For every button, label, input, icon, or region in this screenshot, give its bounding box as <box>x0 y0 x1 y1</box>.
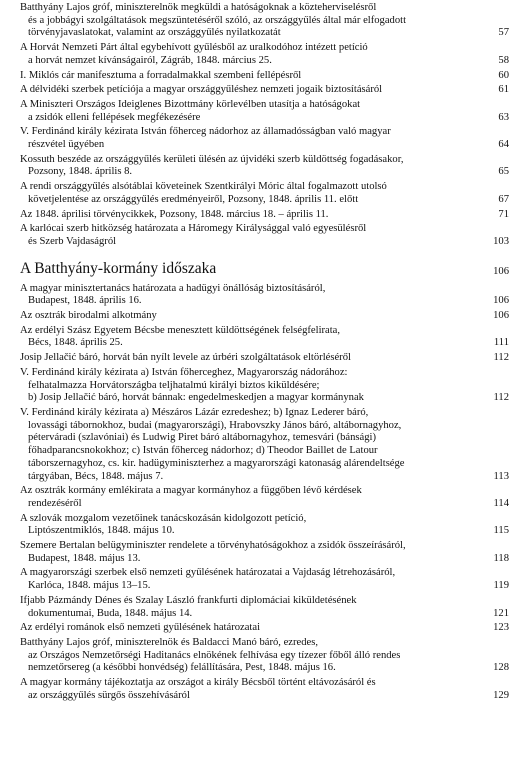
toc-entry-title-line: A magyar minisztertanács határozata a hadügyi önállóság biztosításáról, <box>20 282 326 294</box>
toc-entry-title-line: Budapest, 1848. május 13. <box>28 552 141 564</box>
toc-entry <box>20 350 509 365</box>
toc-entry <box>20 207 509 222</box>
toc-entry-page-number: 111 <box>493 337 509 349</box>
toc-entry-page-number: 112 <box>493 392 509 404</box>
toc-entry-page-number: 118 <box>493 552 509 564</box>
toc-entry-title-line: Az 1848. áprilisi törvénycikkek, Pozsony, 1848. március 18. – április 11. <box>20 208 329 220</box>
toc-entry-title <box>20 540 487 565</box>
toc-entry-page-number: 123 <box>493 622 509 634</box>
toc-entry <box>20 675 509 702</box>
toc-entry-title-line: A karlócai szerb hitközség határozata a Háromegy Királysággal való egyesülésről <box>20 223 367 235</box>
toc-entry-title-line: A Horvát Nemzeti Párt által egybehívott gyűlésből az uralkodóhoz intézett petíció <box>20 42 368 54</box>
toc-entry <box>20 281 509 308</box>
toc-entry-title-line: Az osztrák kormány emlékirata a magyar kormányhoz a függőben lévő kérdések <box>20 485 362 497</box>
toc-entry <box>20 40 509 67</box>
toc-entry-title-line: Bécs, 1848. április 25. <box>28 337 123 349</box>
toc-entry-title-line: az országgyűlés sürgős összehívásáról <box>28 689 190 701</box>
toc-entry-title <box>20 2 487 40</box>
section-title: A Batthyány-kormány időszaka <box>20 259 217 277</box>
toc-entry-page-number: 71 <box>498 208 509 220</box>
toc-entry-title <box>20 283 487 308</box>
section-heading <box>20 259 509 279</box>
toc-entry-title <box>20 407 487 483</box>
toc-entry-page-number: 57 <box>498 27 509 39</box>
toc-entry-page-number: 67 <box>498 193 509 205</box>
toc-entry-title-line: Az erdélyi Szász Egyetem Bécsbe menesztett küldöttségének felségfelirata, <box>20 324 341 336</box>
toc-entry-title-line: törvényjavaslatokat, valamint az országgyűlés nyilatkozatát <box>28 27 281 39</box>
toc-entry-title-line: Liptószentmiklós, 1848. május 10. <box>28 525 175 537</box>
toc-entry-page-number: 129 <box>493 689 509 701</box>
toc-entry-page-number: 119 <box>493 580 509 592</box>
toc-entry <box>20 323 509 350</box>
toc-entry <box>20 538 509 565</box>
toc-entry-title-line: V. Ferdinánd király kézirata István főherceg nádorhoz az államadósságban való magyar <box>20 126 391 138</box>
toc-entry <box>20 68 509 83</box>
toc-entry-page-number: 121 <box>493 607 509 619</box>
toc-entry-title <box>20 513 487 538</box>
toc-entry <box>20 620 509 635</box>
toc-entry-title-line: táborszernagyhoz, cs. kir. hadügyminiszterhez a magyarországi katonaság alárendeltsége <box>28 457 405 469</box>
toc-entry-title-line: a horvát nemzet kívánságairól, Zágráb, 1848. március 25. <box>28 54 272 66</box>
toc-entry-page-number: 65 <box>498 166 509 178</box>
toc-entry-title-line: Batthyány Lajos gróf, miniszterelnök és Baldacci Manó báró, ezredes, <box>20 636 318 648</box>
toc-entry-title-line: Kossuth beszéde az országgyűlés kerületi ülésén az újvidéki szerb küldöttség fogadásakor, <box>20 153 404 165</box>
toc-entry <box>20 221 509 248</box>
toc-entry <box>20 152 509 179</box>
toc-entry-title <box>20 325 487 350</box>
toc-entry-title <box>20 485 487 510</box>
toc-entry-title-line: A rendi országgyűlés alsótáblai követeinek Szentkirályi Móric által fogalmazott utolsó <box>20 181 387 193</box>
toc-entry-title-line: lovassági tábornokhoz, budai (magyarországi), Hrabovszky János báró, altábornagyhoz, <box>28 419 402 431</box>
toc-entry-title-line: főhadparancsnokokhoz; c) István főherceg nádorhoz; d) Theodor Baillet de Latour <box>28 445 378 457</box>
toc-entry-title <box>20 637 487 675</box>
toc-entry-title-line: V. Ferdinánd király kézirata a) István főherceghez, Magyarország nádorához: <box>20 366 348 378</box>
toc-entry <box>20 124 509 151</box>
table-of-contents-page <box>20 0 509 702</box>
toc-entry-title-line: Budapest, 1848. április 16. <box>28 295 142 307</box>
toc-entry <box>20 0 509 40</box>
toc-entry <box>20 308 509 323</box>
toc-entry-title-line: b) Josip Jellačić báró, horvát bánnak: engedelmeskedjen a magyar kormánynak <box>28 392 364 404</box>
toc-entry-page-number: 60 <box>498 69 509 81</box>
toc-entry-title-line: és Szerb Vajdaságról <box>28 235 117 247</box>
toc-entry-title <box>20 126 487 151</box>
toc-entry-title <box>20 154 487 179</box>
toc-entry-page-number: 103 <box>493 235 509 247</box>
toc-list-after-section <box>20 281 509 703</box>
section-page-number: 106 <box>493 265 509 277</box>
toc-entry-title <box>20 84 487 97</box>
toc-entry-title <box>20 595 487 620</box>
toc-entry-title-line: Batthyány Lajos gróf, miniszterelnök megküldi a hatóságoknak a közteherviselésről <box>20 2 377 13</box>
toc-entry-title <box>20 181 487 206</box>
toc-entry-title <box>20 209 487 222</box>
toc-entry-title-line: dokumentumai, Buda, 1848. május 14. <box>28 607 193 619</box>
toc-entry-title-line: Ifjabb Pázmándy Dénes és Szalay László frankfurti diplomáciai kiküldetésének <box>20 594 357 606</box>
toc-entry <box>20 593 509 620</box>
toc-entry <box>20 511 509 538</box>
toc-entry-title <box>20 310 487 323</box>
toc-entry-title-line: részvétel ügyében <box>28 139 105 151</box>
toc-entry-page-number: 106 <box>493 310 509 322</box>
toc-entry-page-number: 58 <box>498 54 509 66</box>
toc-entry-title-line: a zsidók elleni fellépések megfékezésére <box>28 111 201 123</box>
toc-entry-title-line: rendezéséről <box>28 497 82 509</box>
toc-entry-title <box>20 42 487 67</box>
toc-entry-title-line: I. Miklós cár manifesztuma a forradalmakkal szembeni fellépésről <box>20 69 302 81</box>
toc-entry-title <box>20 622 487 635</box>
toc-entry-title-line: nemzetőrsereg (a későbbi honvédség) felállítására, Pest, 1848. május 16. <box>28 662 336 674</box>
toc-entry-title <box>20 70 487 83</box>
toc-entry-title-line: A szlovák mozgalom vezetőinek tanácskozásán kidolgozott petíció, <box>20 512 307 524</box>
toc-entry-title-line: Pozsony, 1848. április 8. <box>28 166 133 178</box>
toc-entry-page-number: 63 <box>498 111 509 123</box>
toc-entry <box>20 82 509 97</box>
toc-entry-page-number: 106 <box>493 295 509 307</box>
toc-entry-title-line: és a jobbágyi szolgáltatások megszüntetéséről szóló, az országgyűlés által már elfogadott <box>28 14 407 26</box>
toc-entry-title-line: tárgyában, Bécs, 1848. május 7. <box>28 470 164 482</box>
toc-entry-page-number: 114 <box>493 497 509 509</box>
toc-entry-title-line: az Országos Nemzetőrségi Haditanács elnökének felhívása egy tízezer főből álló rendes <box>28 649 401 661</box>
toc-entry-title-line: A magyar kormány tájékoztatja az országot a király Bécsből történt eltávozásáról és <box>20 677 376 689</box>
toc-entry-title <box>20 223 487 248</box>
toc-entry-page-number: 61 <box>498 84 509 96</box>
toc-entry <box>20 405 509 483</box>
toc-entry-title-line: A magyarországi szerbek első nemzeti gyűlésének határozatai a Vajdaság létrehozásáról, <box>20 567 396 579</box>
toc-entry-title-line: V. Ferdinánd király kézirata a) Mészáros Lázár ezredeshez; b) Ignaz Lederer báró, <box>20 406 369 418</box>
toc-entry-title-line: Szemere Bertalan belügyminiszter rendelete a törvényhatóságokhoz a zsidók összeírásáról, <box>20 540 406 552</box>
toc-entry-title <box>20 567 487 592</box>
toc-entry-title-line: felhatalmazza Horvátországba teljhatalmú királyi biztos kiküldésére; <box>28 379 320 391</box>
toc-entry-page-number: 64 <box>498 139 509 151</box>
toc-entry-title <box>20 367 487 405</box>
toc-entry-title <box>20 677 487 702</box>
toc-entry <box>20 365 509 405</box>
toc-entry-page-number: 128 <box>493 662 509 674</box>
toc-entry-page-number: 113 <box>493 470 509 482</box>
toc-entry-title-line: Josip Jellačić báró, horvát bán nyílt levele az úrbéri szolgáltatások eltörléséről <box>20 352 351 364</box>
toc-entry-page-number: 115 <box>493 525 509 537</box>
toc-entry-title <box>20 99 487 124</box>
toc-entry <box>20 565 509 592</box>
toc-entry-title-line: követjelentése az országgyűlés eredményeiről, Pozsony, 1848. április 11. előtt <box>28 193 359 205</box>
toc-entry-title-line: Az erdélyi románok első nemzeti gyűlésének határozatai <box>20 622 261 634</box>
toc-list-before-section <box>20 0 509 249</box>
toc-entry-title-line: Karlóca, 1848. május 13–15. <box>28 580 151 592</box>
toc-entry-title-line: Az osztrák birodalmi alkotmány <box>20 310 157 322</box>
toc-entry <box>20 635 509 675</box>
toc-entry <box>20 179 509 206</box>
toc-entry-title-line: A délvidéki szerbek petíciója a magyar országgyűléshez nemzeti jogaik biztosításáról <box>20 84 383 96</box>
toc-entry <box>20 97 509 124</box>
toc-entry-title-line: péterváradi (szlavóniai) és Ludwig Piret báró altábornagyhoz, temesvári (bánsági) <box>28 432 376 444</box>
toc-entry-title <box>20 352 487 365</box>
toc-entry-page-number: 112 <box>493 352 509 364</box>
toc-entry <box>20 483 509 510</box>
toc-entry-title-line: A Miniszteri Országos Ideiglenes Bizottmány körlevélben utasítja a hatóságokat <box>20 98 361 110</box>
